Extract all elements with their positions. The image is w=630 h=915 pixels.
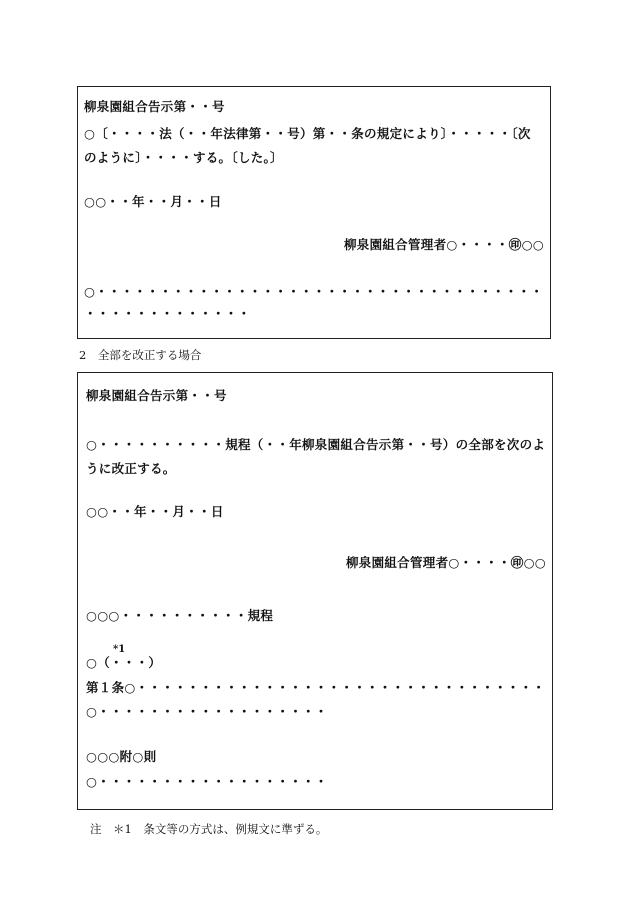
section-heading: 2 全部を改正する場合	[79, 348, 202, 362]
notice-signatory: 柳泉園組合管理者○・・・・㊞○○	[345, 555, 546, 570]
notice-number: 柳泉園組合告示第・・号	[84, 99, 225, 114]
notice-content-line-1: ○・・・・・・・・・・・・・・・・・・・・・・・・・・・・・・・・・・・	[84, 284, 544, 299]
notice-signatory: 柳泉園組合管理者○・・・・㊞○○	[343, 237, 544, 252]
regulation-title: ○○○・・・・・・・・・・規程	[86, 608, 274, 623]
footnote: 注 ＊1 条文等の方式は、例規文に準ずる。	[90, 822, 328, 836]
supplementary-provisions-heading: ○○○附○則	[86, 749, 157, 764]
notice-date: ○○・・年・・月・・日	[84, 194, 222, 209]
notice-body-line-1: ○〔・・・・法（・・年法律第・・号）第・・条の規定により〕・・・・・〔次	[84, 126, 531, 141]
notice-box-1	[77, 86, 551, 339]
notice-box-2	[77, 372, 553, 810]
article-caption: ○（・・・）	[86, 655, 162, 670]
notice-content-line-2: ・・・・・・・・・・・・・	[84, 306, 251, 321]
notice-body-line-2: のように〕・・・・する。〔した。〕	[84, 150, 283, 165]
article-1-line-1: 第１条○・・・・・・・・・・・・・・・・・・・・・・・・・・・・・・・・	[86, 680, 546, 695]
article-1-line-2: ○・・・・・・・・・・・・・・・・・・	[86, 704, 328, 719]
supplementary-provisions-line: ○・・・・・・・・・・・・・・・・・・	[86, 774, 328, 789]
notice-number: 柳泉園組合告示第・・号	[86, 388, 227, 403]
notice-date: ○○・・年・・月・・日	[86, 504, 224, 519]
notice-body-line-2: うに改正する。	[86, 461, 176, 476]
footnote-marker: *1	[113, 644, 126, 655]
notice-body-line-1: ○・・・・・・・・・・規程（・・年柳泉園組合告示第・・号）の全部を次のよ	[86, 437, 546, 452]
